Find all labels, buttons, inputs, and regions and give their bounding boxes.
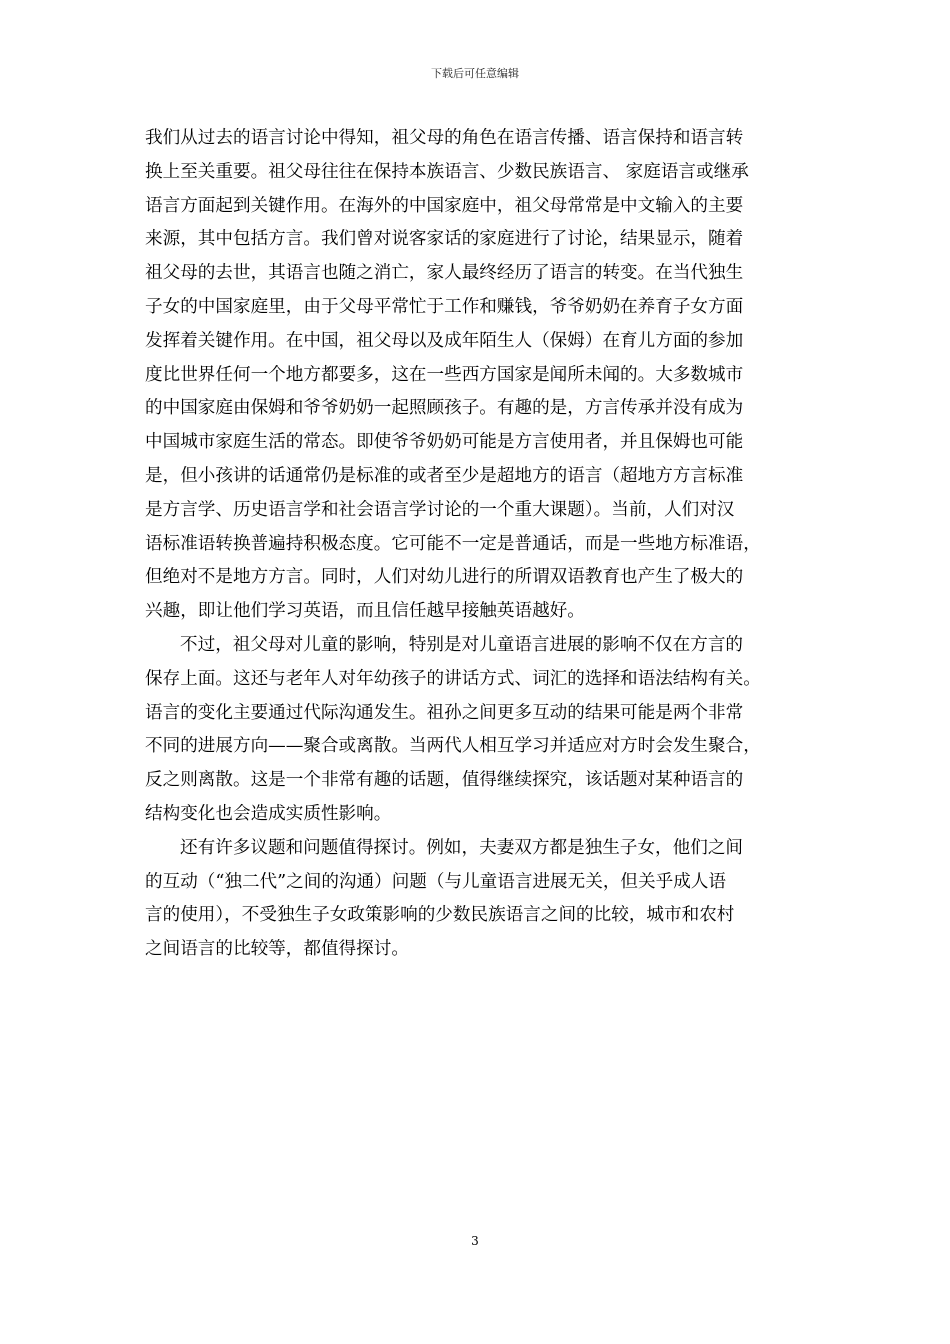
page-number: 3 <box>471 1234 479 1248</box>
document-body <box>145 122 810 967</box>
paragraph-3: 还有许多议题和问题值得探讨。例如，夫妻双方都是独生子女，他们之间 的互动（“独二代”之间的沟通）问题（与儿童语言进展无关，但关乎成人语 言的使用），不受独生子女政策影响的少数民族语言之间的比较，城市和农村 之间语言的比较等，都值得探讨。 <box>145 837 744 960</box>
page-header: 下载后可任意编辑 <box>431 67 519 80</box>
paragraph-2: 不过，祖父母对儿童的影响，特别是对儿童语言进展的影响不仅在方言的 保存上面。这还与老年人对年幼孩子的讲话方式、词汇的选择和语法结构有关。 语言的变化主要通过代际沟通发生。祖孙之间更多互动的结果可能是两个非常 不同的进展方向——聚合或离散。当两代人相互学习并适应对方时会发生聚合， 反之则离散。这是一个非常有趣的话题，值得继续探究，该话题对某种语言的 结构变化也会造成实质性影响。 <box>145 634 761 824</box>
paragraph-1: 我们从过去的语言讨论中得知，祖父母的角色在语言传播、语言保持和语言转 换上至关重要。祖父母往往在保持本族语言、少数民族语言、 家庭语言或继承 语言方面起到关键作用。在海外的中国家庭中，祖父母常常是中文输入的主要 来源，其中包括方言。我们曾对说客家话的家庭进行了讨论，结果显示，随着 祖父母的去世，其语言也随之消亡，家人最终经历了语言的转变。在当代独生 子女的中国家庭里，由于父母平常忙于工作和赚钱，爷爷奶奶在养育子女方面 发挥着关键作用。在中国，祖父母以及成年陌生人（保姆）在育儿方面的参加 度比世界任何一个地方都要多，这在一些西方国家是闻所未闻的。大多数城市 的中国家庭由保姆和爷爷奶奶一起照顾孩子。有趣的是，方言传承并没有成为 中国城市家庭生活的常态。即使爷爷奶奶可能是方言使用者，并且保姆也可能 是，但小孩讲的话通常仍是标准的或者至少是超地方的语言（超地方方言标准 是方言学、历史语言学和社会语言学讨论的一个重大课题）。当前，人们对汉 语标准语转换普遍持积极态度。它可能不一定是普通话，而是一些地方标准语， 但绝对不是地方方言。同时，人们对幼儿进行的所谓双语教育也产生了极大的 兴趣，即让他们学习英语，而且信任越早接触英语越好。 <box>145 128 761 622</box>
